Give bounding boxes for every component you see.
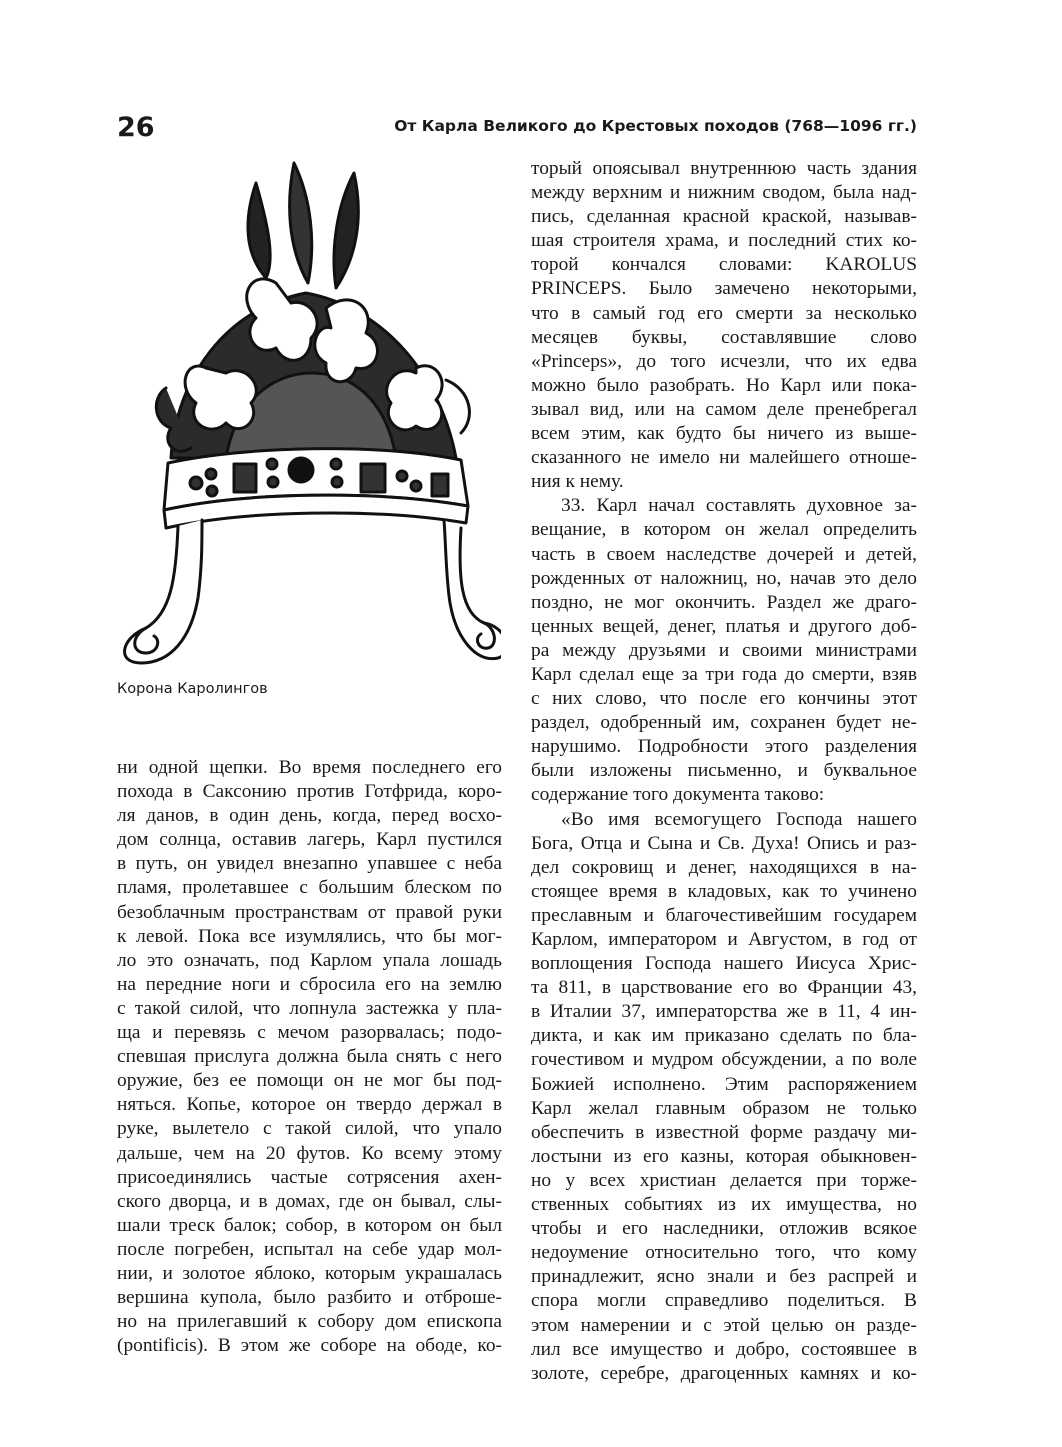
text-line: гочестивом и мудром обсуждении, а по воле: [531, 1049, 917, 1071]
right-text-column: [531, 157, 917, 1386]
text-line: пламя, пролетавшее с большим блеском по: [117, 877, 502, 899]
text-line: спора могли справедливо поделиться. В: [531, 1290, 917, 1312]
text-line: Карлом, императором и Августом, в год от: [531, 929, 917, 950]
text-line: между верхним и нижним сводом, была над-: [531, 182, 917, 204]
running-title: От Карла Великого до Крестовых походов (768—1096 гг.): [394, 117, 917, 135]
text-line: к левой. Пока все изумлялись, что бы мог-: [117, 925, 502, 947]
text-line: недоумение относительно того, что кому: [531, 1242, 917, 1264]
text-line: обеспечить в известной форме раздачу ми-: [531, 1121, 917, 1143]
text-line: нарушимо. Подробности этого разделения: [531, 736, 917, 758]
text-line: часть в своем наследстве дочерей и детей,: [531, 543, 917, 565]
carolingian-crown-illustration: [116, 158, 501, 670]
text-line: дальше, чем на 20 футов. Ко всему этому: [117, 1142, 502, 1164]
text-line: Божией исполнено. Этим распоряжением: [531, 1073, 917, 1095]
text-line: что в самый год его смерти за несколько: [531, 302, 917, 324]
text-line: стоящее время в кладовых, как то учинено: [531, 880, 917, 902]
text-line: ща и перевязь с мечом разорвалась; подо-: [117, 1022, 502, 1044]
text-line: этом намерении и с этой целью он разде-: [531, 1314, 917, 1336]
text-line: в путь, он увидел внезапно упавшее с неба: [117, 853, 502, 875]
text-line: в Италии 37, императорства же в 11, 4 ин-: [531, 1001, 917, 1023]
text-line: принадлежит, ясно знали и без распрей и: [531, 1266, 917, 1288]
text-line: вершина купола, было разбито и отброше-: [117, 1287, 502, 1309]
text-line: были изложены письменно, и буквальное: [531, 760, 917, 782]
text-line: сказанного не имело ни малейшего отноше-: [531, 447, 917, 469]
text-line: ло это означать, под Карлом упала лошадь: [117, 949, 502, 971]
text-line: руке, вылетело с такой силой, что упало: [117, 1118, 502, 1140]
text-line: золоте, серебре, драгоценных камнях и ко-: [531, 1362, 917, 1384]
text-line: ра между друзьями и своими министрами: [531, 639, 917, 661]
text-line: чтобы и его наследники, отложив всякое: [531, 1218, 917, 1240]
text-line: после погребен, испытал на себе удар мол-: [117, 1238, 502, 1260]
text-line: но у всех христиан делается при торже-: [531, 1169, 917, 1191]
text-line: дикта, и как им приказано сделать по бла-: [531, 1025, 917, 1047]
text-line: месяцев буквы, составлявшие слово: [531, 326, 917, 348]
text-line: можно было разобрать. Но Карл или пока-: [531, 374, 917, 396]
text-line: Бога, Отца и Сына и Св. Духа! Опись и раз-: [531, 832, 917, 854]
text-line: нии, и золотое яблоко, которым украшалась: [117, 1262, 502, 1284]
text-line: похода в Саксонию против Готфрида, коро-: [117, 781, 502, 803]
text-line: Карл сделал еще за три года до смерти, взяв: [531, 663, 917, 685]
text-line: с такой силой, что лопнула застежка у пла-: [117, 997, 502, 1019]
text-line: зывал вид, или на самом деле пренебрегал: [531, 398, 917, 420]
text-line: рожденных от наложниц, но, начав это дело: [531, 567, 917, 589]
text-line: преславным и благочестивейшим государем: [531, 904, 917, 926]
text-line: та 811, в царствование его во Франции 43,: [531, 977, 917, 999]
text-line: дел сокровищ и денег, находящихся в на-: [531, 856, 917, 878]
text-line: дом солнца, оставив лагерь, Карл пустился: [117, 829, 502, 851]
text-line: ля данов, в один день, когда, перед восхо-: [117, 805, 502, 827]
text-line: лостыни из его казны, которая обыкновен-: [531, 1145, 917, 1167]
text-line: (pontificis). В этом же соборе на ободе, ко-: [117, 1335, 502, 1357]
text-line: спевшая прислуга должна была снять с него: [117, 1046, 502, 1068]
text-line: всем этим, как будто бы ничего из выше-: [531, 423, 917, 445]
page-number: 26: [117, 112, 155, 143]
text-line: PRINCEPS. Было замечено некоторыми,: [531, 278, 917, 300]
text-line: ственных событиях из их имущества, но: [531, 1194, 917, 1216]
text-line: оружие, без ее помощи он не мог бы под-: [117, 1070, 502, 1092]
text-line: раздел, одобренный им, сохранен будет не-: [531, 712, 917, 734]
figure-caption: Корона Каролингов: [117, 681, 268, 697]
text-line: торой кончался словами: KAROLUS: [531, 254, 917, 276]
text-line: ценных вещей, денег, платья и другого доб-: [531, 615, 917, 637]
text-line: с них слово, что после его кончины этот: [531, 688, 917, 710]
text-line: но на прилегавший к собору дом епископа: [117, 1311, 502, 1333]
paragraph-first-line: «Во имя всемогущего Господа нашего: [561, 808, 917, 830]
text-line: безоблачным пространствам от правой руки: [117, 901, 502, 923]
text-line: торый опоясывал внутреннюю часть здания: [531, 158, 917, 179]
text-line: няться. Копье, которое он твердо держал в: [117, 1094, 502, 1116]
paragraph-first-line: 33. Карл начал составлять духовное за-: [561, 495, 917, 517]
text-line: присоединялись частые сотрясения ахен-: [117, 1166, 502, 1188]
left-text-column: [117, 756, 502, 1358]
crown-drawing: [116, 158, 501, 670]
text-line: пись, сделанная красной краской, называв-: [531, 206, 917, 228]
text-line: воплощения Господа нашего Иисуса Хрис-: [531, 953, 917, 975]
text-line: вещание, в котором он желал определить: [531, 519, 917, 541]
text-line: лил все имущество и добро, состоявшее в: [531, 1338, 917, 1360]
text-line: на передние ноги и сбросила его на землю: [117, 973, 502, 995]
text-line: «Princeps», до того исчезли, что их едва: [531, 350, 917, 372]
text-line: ского дворца, и в домах, где он бывал, слы-: [117, 1190, 502, 1212]
text-line: Карл желал главным образом не только: [531, 1097, 917, 1119]
text-line: шали треск балок; собор, в котором он был: [117, 1214, 502, 1236]
text-line: поздно, не мог окончить. Раздел же драго-: [531, 591, 917, 613]
text-line: ни одной щепки. Во время последнего его: [117, 757, 502, 778]
paragraph-end-line: ния к нему.: [531, 471, 624, 493]
paragraph-end-line: содержание того документа таково:: [531, 784, 825, 806]
text-line: шая строителя храма, и последний стих ко-: [531, 230, 917, 252]
